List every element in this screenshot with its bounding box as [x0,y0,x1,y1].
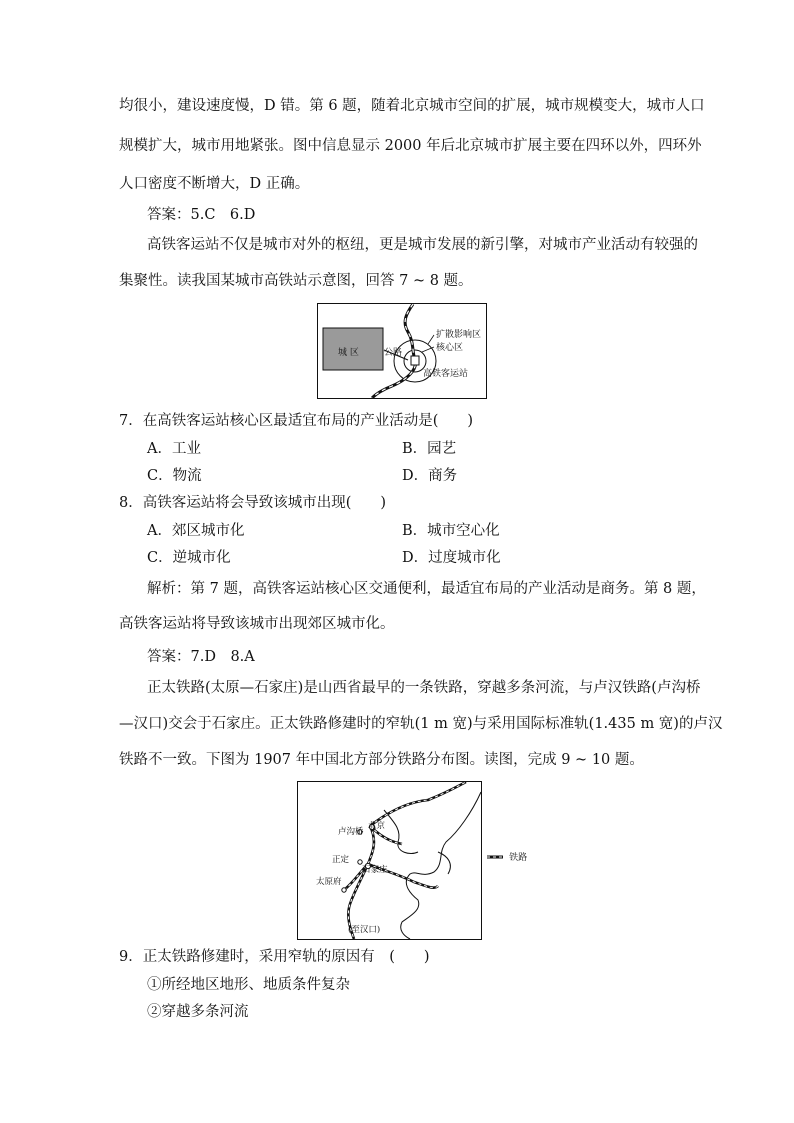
option-8b: B．城市空心化 [402,523,500,539]
text-line: 高铁客运站不仅是城市对外的枢纽，更是城市发展的新引擎，对城市产业活动有较强的 [147,237,698,253]
legend-label: 铁路 [509,853,528,863]
rail-station-diagram [317,303,487,399]
railway-map [297,781,482,940]
option-7a: A．工业 [147,441,201,457]
answer-line: 答案：7.D 8.A [147,649,255,665]
label-taiyuan: 太原府 [316,877,342,887]
option-7c: C．物流 [147,468,202,484]
question-7: 7．在高铁客运站核心区最适宜布局的产业活动是( ) [119,413,474,429]
option-9-2: ②穿越多条河流 [147,1004,249,1020]
coastline [401,792,481,939]
label-beijing: 北京 [368,821,386,831]
leader-line [428,335,434,344]
railway-map-svg [298,782,481,939]
text-line: 集聚性。读我国某城市高铁站示意图，回答 7 ~ 8 题。 [119,273,473,289]
expand-zone-label: 扩散影响区 [436,330,482,340]
option-7b: B．园艺 [402,441,457,457]
option-9-1: ①所经地区地形、地质条件复杂 [147,977,350,993]
station-label: 高铁客运站 [423,369,469,379]
label-hankou: (至汉口) [348,925,381,935]
railway-lines [344,782,466,939]
text-line: 正太铁路(太原—石家庄)是山西省最早的一条铁路，穿越多条河流，与卢汉铁路(卢沟桥 [147,680,701,696]
text-line: —汉口)交会于石家庄。正太铁路修建时的窄轨(1 m 宽)与采用国际标准轨(1.435 m 宽)的卢汉 [119,716,723,732]
question-8: 8．高铁客运站将会导致该城市出现( ) [119,495,387,511]
coastline [384,810,418,854]
text-line: 铁路不一致。下图为 1907 年中国北方部分铁路分布图。读图，完成 9 ~ 10 题。 [119,752,644,768]
option-8d: D．过度城市化 [402,550,501,566]
option-8a: A．郊区城市化 [147,523,245,539]
rail-station-svg [318,304,486,398]
text-line: 规模扩大，城市用地紧张。图中信息显示 2000 年后北京城市扩展主要在四环以外，四环外 [119,138,702,154]
label-shijiazhuang: 石家庄 [362,865,388,875]
station-box [411,356,419,365]
railway-legend-icon [486,852,504,862]
road-label: 公路 [384,348,403,358]
label-zhengding: 正定 [332,855,350,865]
city-marker-taiyuan [342,888,346,892]
answer-line: 答案：5.C 6.D [147,207,256,223]
text-line: 均很小，建设速度慢，D 错。第 6 题，随着北京城市空间的扩展，城市规模变大，城市人口 [119,98,705,114]
city-marker-zhengding [358,860,362,864]
option-8c: C．逆城市化 [147,550,231,566]
option-7d: D．商务 [402,468,458,484]
label-lugouqiao: 卢沟桥 [338,827,364,837]
text-line: 人口密度不断增大，D 正确。 [119,176,310,192]
core-zone-label: 核心区 [436,343,464,353]
map-legend [486,846,528,863]
question-9: 9．正太铁路修建时，采用窄轨的原因有 ( ) [119,949,430,965]
city-label: 城 区 [338,348,359,358]
explanation-line: 解析：第 7 题，高铁客运站核心区交通便利，最适宜布局的产业活动是商务。第 8 题， [147,581,706,597]
explanation-line: 高铁客运站将导致该城市出现郊区城市化。 [119,616,395,632]
